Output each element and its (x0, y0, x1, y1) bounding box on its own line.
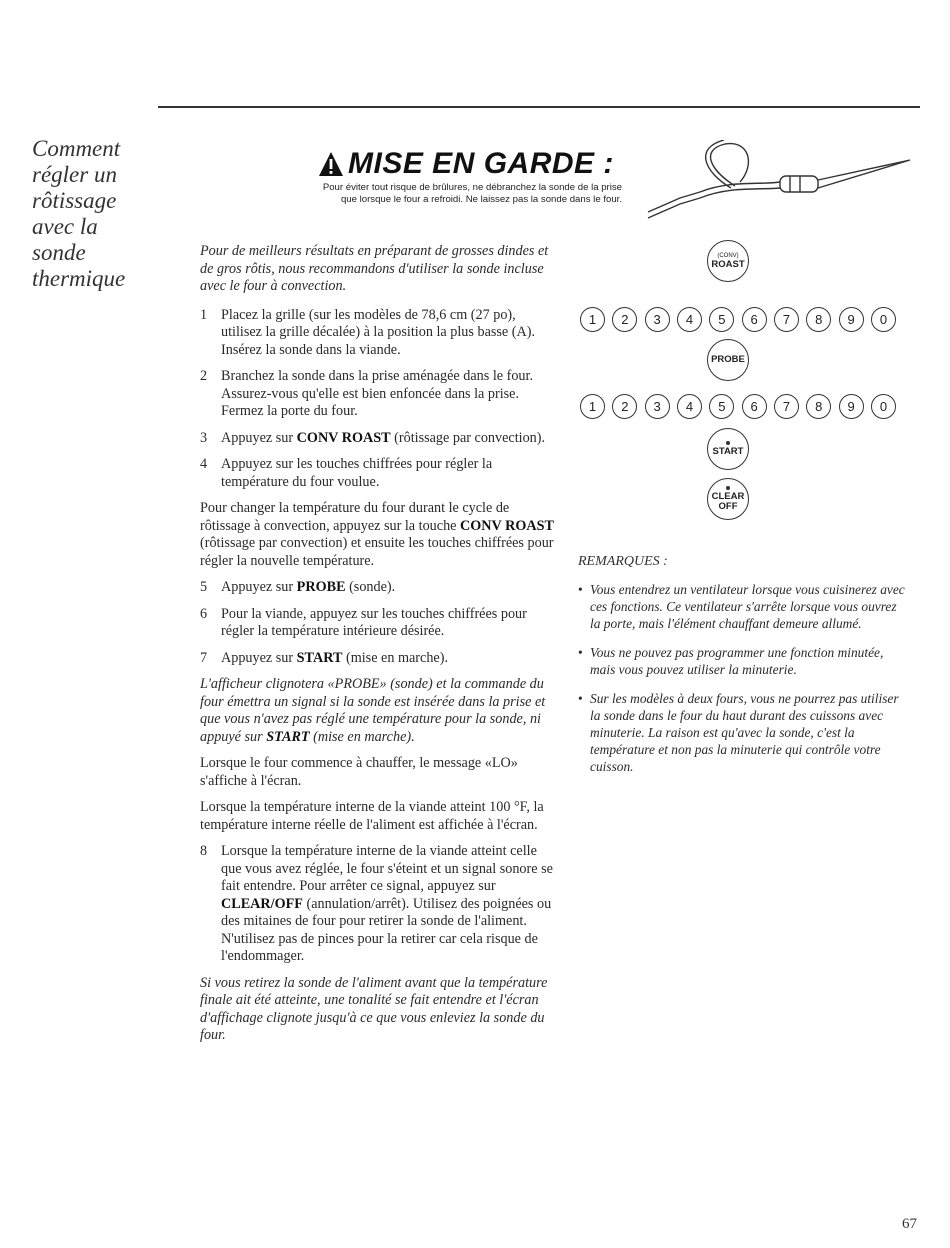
step-1 (200, 307, 555, 360)
step-7 (200, 650, 555, 668)
key-name: PROBE (296, 579, 346, 595)
intro-paragraph: Pour de meilleurs résultats en préparant de grosses dindes et de gros rôtis, nous recommandons d'utiliser la sonde incluse avec le four à convection. (200, 243, 549, 294)
digit-row-2 (580, 391, 896, 421)
key-name: START (296, 649, 343, 666)
title-line: Comment (32, 136, 121, 161)
step-text-pre: Appuyez sur (221, 429, 297, 446)
digit-key: 8 (806, 307, 831, 332)
digit-key: 2 (612, 307, 637, 332)
step-number: 8 (200, 843, 208, 859)
remarks-section (578, 553, 908, 787)
digit-key: 0 (871, 394, 896, 419)
digit-key: 0 (871, 307, 896, 332)
key-name: CONV ROAST (460, 517, 554, 534)
instructions-column (200, 243, 555, 1054)
step-number: 5 (200, 579, 208, 595)
bullet-icon: • (578, 645, 583, 660)
indicator-dot-icon (726, 441, 730, 445)
para-text-post: (rôtissage par convection) et ensuite les touches chiffrées pour régler la nouvelle température. (200, 535, 554, 569)
remark-text: Vous ne pouvez pas programmer une fonction minutée, mais vous pouvez utiliser la minuterie. (590, 645, 884, 677)
step-3 (200, 430, 555, 448)
step-text-post: (sonde). (345, 579, 396, 595)
section-title (32, 136, 152, 292)
digit-key: 9 (839, 394, 864, 419)
digit-key: 4 (677, 394, 702, 419)
start-key (707, 428, 749, 470)
remark-item (578, 644, 908, 678)
step-number: 2 (200, 368, 208, 384)
key-name: CONV ROAST (296, 429, 391, 446)
probe-illustration (640, 140, 925, 230)
remarks-title: REMARQUES : (578, 554, 668, 569)
digit-key: 3 (645, 394, 670, 419)
digit-key: 1 (580, 307, 605, 332)
remark-text: Sur les modèles à deux fours, vous ne pourrez pas utiliser la sonde dans le four du haut durant des cuissons avec minuterie. La raison est qu'avec la sonde, c'est la température et non pas la minuterie qui contrôle votre cuisson. (590, 691, 899, 774)
clear-off-key (707, 478, 749, 520)
key-label: ROAST (711, 258, 745, 270)
warning-text-line: Pour éviter tout risque de brûlures, ne débranchez la sonde de la prise (322, 182, 622, 193)
key-name: START (266, 728, 310, 745)
warning-text-line: que lorsque le four a refroidi. Ne laissez pas la sonde dans le four. (340, 194, 622, 205)
step-text: Pour la viande, appuyez sur les touches chiffrées pour régler la température intérieure désirée. (221, 605, 527, 639)
title-line: thermique (32, 266, 126, 291)
probe-key (707, 339, 749, 381)
key-label: PROBE (711, 354, 745, 365)
step-number: 7 (200, 649, 208, 666)
key-name: CLEAR/OFF (221, 895, 303, 912)
step-number: 1 (200, 306, 208, 323)
warning-triangle-icon (318, 151, 344, 177)
step-4 (200, 456, 555, 491)
digit-key: 3 (645, 307, 670, 332)
digit-key: 5 (709, 394, 734, 419)
step-text: Placez la grille (sur les modèles de 78,6 cm (27 po), utilisez la grille décalée) à la position la plus basse (A). Insérez la sonde dans la viande. (221, 306, 535, 358)
probe-note (200, 676, 555, 746)
step-text (221, 843, 555, 966)
step-5 (200, 579, 555, 597)
step-text-post: (rôtissage par convection). (390, 429, 546, 446)
lo-paragraph: Lorsque le four commence à chauffer, le message «LO» s'affiche à l'écran. (200, 755, 518, 789)
step-2 (200, 368, 555, 421)
digit-key: 7 (774, 307, 799, 332)
note-text-post: (mise en marche). (309, 728, 415, 745)
key-label: CLEAR (711, 491, 745, 502)
title-line: rôtissage (32, 188, 117, 213)
step-number: 6 (200, 605, 208, 622)
title-line: sonde (32, 240, 86, 265)
remark-text: Vous entendrez un ventilateur lorsque vous cuisinerez avec ces fonctions. Ce ventilateur s'arrête lorsque vous ouvrez la porte, mais l'élément chauffant demeure allumé. (590, 582, 905, 631)
digit-key: 6 (742, 307, 767, 332)
step-number: 3 (200, 429, 208, 446)
bullet-icon: • (578, 691, 583, 706)
step-text (221, 579, 555, 597)
step-text-pre: Lorsque la température interne de la viande atteint celle que vous avez réglée, le four s'éteint et un signal sonore se fait entendre. Pour arrêter ce signal, appuyez sur (221, 843, 553, 894)
100f-paragraph: Lorsque la température interne de la viande atteint 100 °F, la température interne réelle de l'aliment est affichée à l'écran. (200, 799, 544, 833)
digit-row-1 (580, 304, 896, 334)
key-label: START (712, 446, 744, 457)
top-rule (158, 106, 920, 108)
step-6 (200, 606, 555, 641)
digit-key: 9 (839, 307, 864, 332)
digit-key: 4 (677, 307, 702, 332)
step-8 (200, 843, 555, 966)
step-number: 4 (200, 456, 208, 472)
step-text-pre: Appuyez sur (221, 649, 297, 666)
digit-key: 8 (806, 394, 831, 419)
digit-key: 6 (742, 394, 767, 419)
remark-item (578, 581, 908, 632)
remark-item (578, 690, 908, 775)
step-text-pre: Appuyez sur (221, 579, 297, 595)
warning-text (318, 182, 622, 206)
step-text-post: (annulation/arrêt). Utilisez des poignées ou des mitaines de four pour retirer la sonde de l'aliment. N'utilisez pas de pinces pour la retirer car cela risque de l'endommager. (221, 895, 552, 964)
change-temp-paragraph (200, 500, 555, 570)
warning-heading (318, 146, 638, 182)
key-label: OFF (718, 501, 738, 512)
page-number: 67 (902, 1216, 917, 1232)
step-text-post: (mise en marche). (342, 649, 448, 666)
title-line: régler un (32, 162, 117, 187)
title-line: avec la (32, 214, 98, 239)
warning-box (318, 146, 638, 206)
note-text-pre: L'afficheur clignotera «PROBE» (sonde) et la commande du four émettra un signal si la sonde est insérée dans la prise et que vous n'avez pas réglé une température pour la sonde, ni appuyé sur (200, 676, 546, 745)
conv-roast-key (707, 240, 749, 282)
key-label-small: (CONV) (717, 252, 739, 259)
step-text (221, 650, 555, 668)
warning-title: MISE EN GARDE : (348, 147, 614, 180)
step-text (221, 430, 555, 448)
step-text: Branchez la sonde dans la prise aménagée dans le four. Assurez-vous qu'elle est bien enfoncée dans la prise. Fermez la porte du four. (221, 368, 533, 419)
bullet-icon: • (578, 582, 583, 597)
indicator-dot-icon (726, 486, 730, 490)
digit-key: 2 (612, 394, 637, 419)
step-text: Appuyez sur les touches chiffrées pour régler la température du four voulue. (221, 456, 493, 490)
digit-key: 1 (580, 394, 605, 419)
digit-key: 7 (774, 394, 799, 419)
digit-key: 5 (709, 307, 734, 332)
remove-probe-note: Si vous retirez la sonde de l'aliment avant que la température finale ait été atteinte, une tonalité se fait entendre et l'écran d'affichage clignote jusqu'à ce que vous enleviez la sonde du four. (200, 974, 548, 1043)
para-text-pre: Pour changer la température du four durant le cycle de rôtissage à convection, appuyez sur la touche (200, 500, 510, 534)
